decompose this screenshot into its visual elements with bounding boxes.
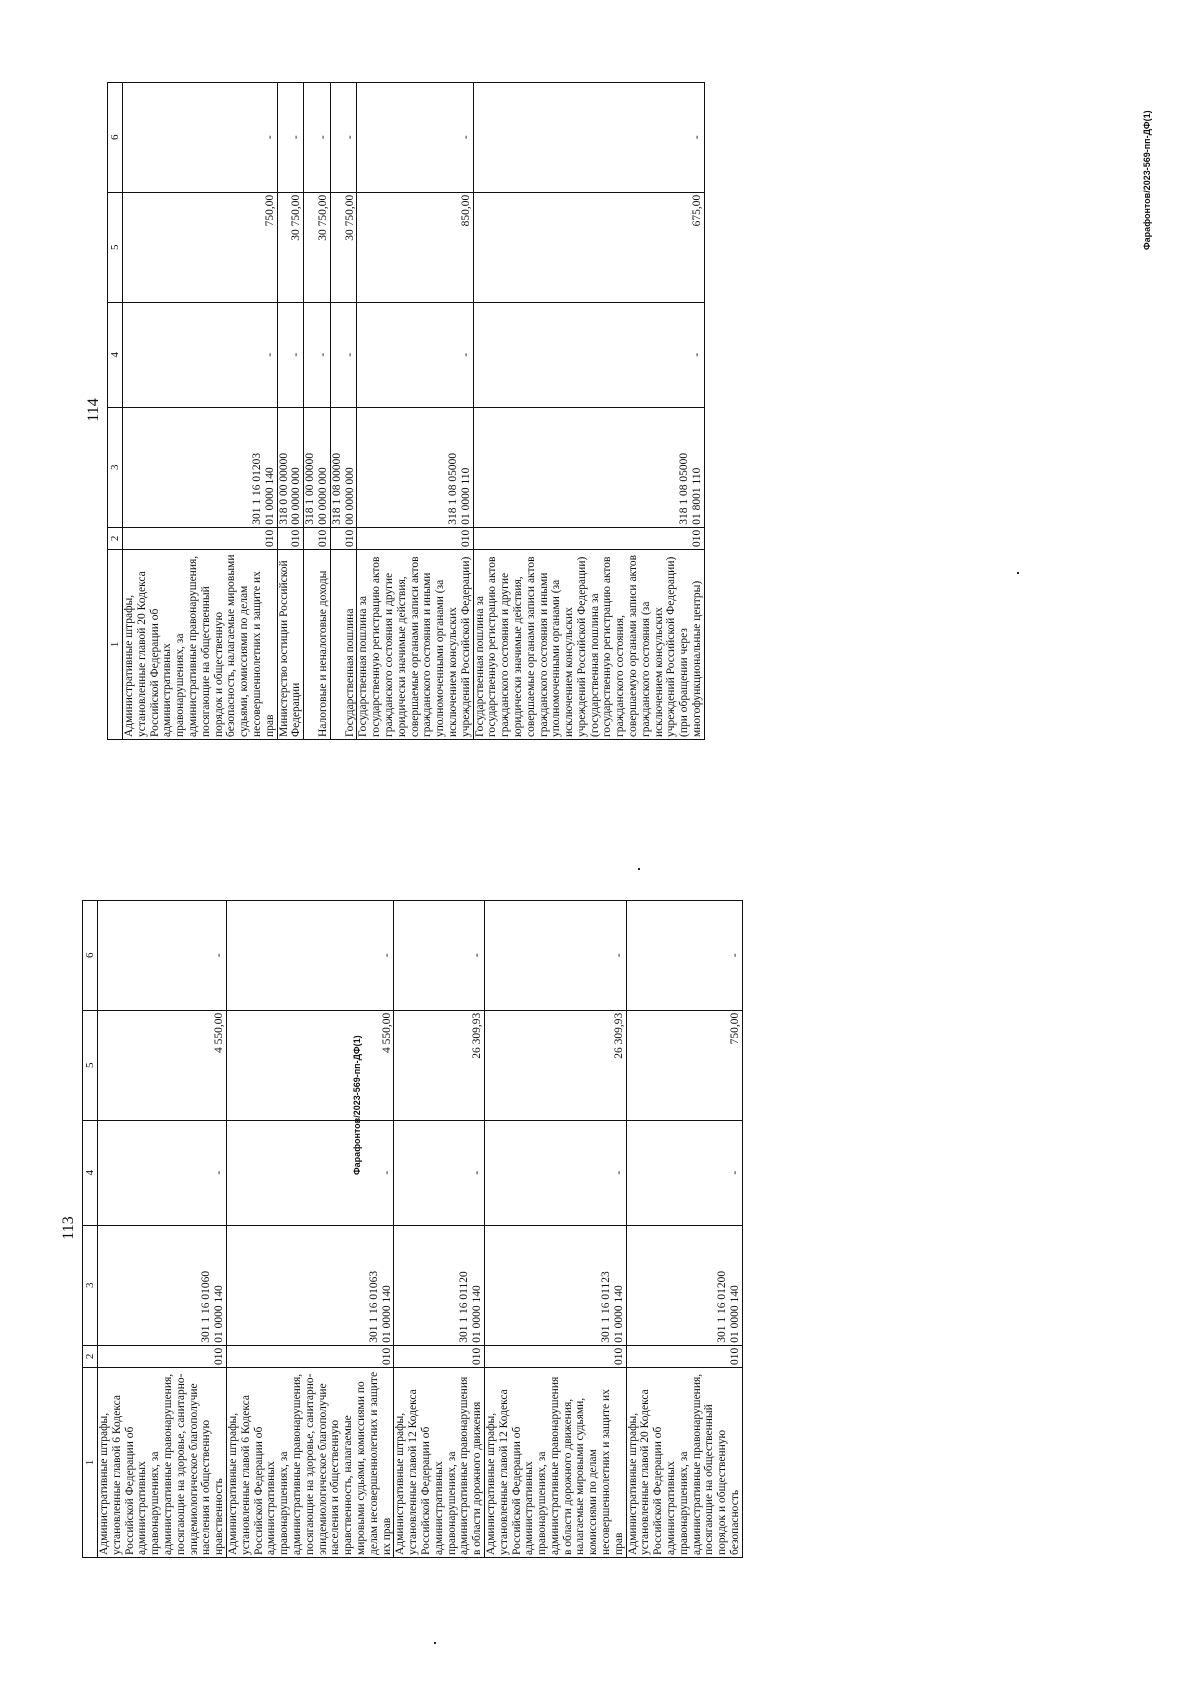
footer-filename-right: Фарафонтов/2023-569-пп-ДФ(1)	[1142, 110, 1152, 250]
col6-value: -	[626, 900, 742, 1010]
budget-code: 301 1 16 01200 01 0000 140	[626, 1225, 742, 1345]
table-row	[626, 900, 742, 1557]
col4-value: -	[304, 302, 331, 407]
amount-value: 750,00	[123, 192, 278, 302]
budget-code: 301 1 16 01063 01 0000 140	[226, 1225, 393, 1345]
column-header: 2	[108, 527, 123, 549]
budget-code: 318 1 08 00000 00 0000 000	[330, 407, 357, 527]
scan-speck	[1017, 572, 1019, 574]
scan-speck	[638, 868, 640, 870]
col4-value: -	[277, 302, 304, 407]
ministry-code: 010	[394, 1345, 485, 1367]
budget-code: 318 1 08 05000 01 0000 110	[357, 407, 473, 527]
table-row	[484, 900, 626, 1557]
row-name: Административные штрафы, установленные главой 20 Кодекса Российской Федерации об административных правонарушениях, за административные правонарушения, посягающие на общественный порядок и общественную безопасность	[626, 1368, 742, 1558]
table-row	[473, 82, 704, 739]
col4-value: -	[626, 1120, 742, 1225]
budget-code: 318 1 00 00000 00 0000 000	[304, 407, 331, 527]
ministry-code: 010	[357, 527, 473, 549]
col4-value: -	[123, 302, 278, 407]
page-number: 114	[85, 398, 102, 422]
row-name: Государственная пошлина	[330, 550, 357, 740]
ministry-code: 010	[123, 527, 278, 549]
table-header-row	[108, 82, 123, 739]
footer-filename-left: Фарафонтов/2023-569-пп-ДФ(1)	[352, 1035, 362, 1175]
budget-code: 301 1 16 01203 01 0000 140	[123, 407, 278, 527]
row-name: Государственная пошлина за государственную регистрацию актов гражданского состояния и другие юридически значимые действия, совершаемые органами записи актов гражданского состояния и иными уполномоченными органами (за исключением консульских учреждений Российской Федерации)	[357, 550, 473, 740]
col4-value: -	[473, 302, 704, 407]
column-header: 4	[83, 1120, 98, 1225]
col6-value: -	[226, 900, 393, 1010]
table-row	[277, 82, 304, 739]
revenue-table-right	[107, 82, 705, 740]
col6-value: -	[304, 82, 331, 192]
table-row	[98, 900, 227, 1557]
ministry-code: 010	[330, 527, 357, 549]
budget-code: 301 1 16 01120 01 0000 140	[394, 1225, 485, 1345]
table-row	[304, 82, 331, 739]
table-row	[357, 82, 473, 739]
row-name: Министерство юстиции Российской Федерации	[277, 550, 304, 740]
ministry-code: 010	[473, 527, 704, 549]
col4-value: -	[330, 302, 357, 407]
ministry-code: 010	[226, 1345, 393, 1367]
col6-value: -	[473, 82, 704, 192]
col6-value: -	[123, 82, 278, 192]
column-header: 6	[108, 82, 123, 192]
ministry-code: 010	[626, 1345, 742, 1367]
amount-value: 675,00	[473, 192, 704, 302]
page-number: 113	[60, 1216, 77, 1240]
row-name: Административные штрафы, установленные главой 20 Кодекса Российской Федерации об административных правонарушениях, за административные правонарушения, посягающие на общественный порядок и общественную безопасность, налагаемые мировыми судьями, комиссиями по делам несовершеннолетних и защите их прав	[123, 550, 278, 740]
table-row	[123, 82, 278, 739]
amount-value: 26 309,93	[484, 1010, 626, 1120]
budget-code: 301 1 16 01123 01 0000 140	[484, 1225, 626, 1345]
col4-value: -	[357, 302, 473, 407]
column-header: 1	[83, 1368, 98, 1558]
column-header: 3	[108, 407, 123, 527]
budget-code: 318 0 00 00000 00 0000 000	[277, 407, 304, 527]
column-header: 2	[83, 1345, 98, 1367]
budget-code: 318 1 08 05000 01 8001 110	[473, 407, 704, 527]
col6-value: -	[98, 900, 227, 1010]
budget-code: 301 1 16 01060 01 0000 140	[98, 1225, 227, 1345]
amount-value: 750,00	[626, 1010, 742, 1120]
amount-value: 26 309,93	[394, 1010, 485, 1120]
column-header: 5	[83, 1010, 98, 1120]
col6-value: -	[484, 900, 626, 1010]
table-row	[226, 900, 393, 1557]
row-name: Государственная пошлина за государственную регистрацию актов гражданского состояния и другие юридически значимые действия, совершаемые органами записи актов гражданского состояния и иными уполномоченными органами (за исключением консульских учреждений Российской Федерации) (государственная пошлина за государственную регистрацию актов гражданского состояния, совершаемую органами записи актов гражданского состояния (за исключением консульских учреждений Российской Федерации) (при обращении через многофункциональные центры)	[473, 550, 704, 740]
col6-value: -	[277, 82, 304, 192]
amount-value: 850,00	[357, 192, 473, 302]
amount-value: 4 550,00	[226, 1010, 393, 1120]
amount-value: 30 750,00	[304, 192, 331, 302]
column-header: 3	[83, 1225, 98, 1345]
column-header: 6	[83, 900, 98, 1010]
row-name: Административные штрафы, установленные главой 12 Кодекса Российской Федерации об административных правонарушениях, за административные правонарушения в области дорожного движения	[394, 1368, 485, 1558]
col6-value: -	[330, 82, 357, 192]
table-header-row	[83, 900, 98, 1557]
amount-value: 4 550,00	[98, 1010, 227, 1120]
ministry-code: 010	[304, 527, 331, 549]
column-header: 5	[108, 192, 123, 302]
table-row	[330, 82, 357, 739]
col4-value: -	[484, 1120, 626, 1225]
col4-value: -	[394, 1120, 485, 1225]
amount-value: 30 750,00	[277, 192, 304, 302]
row-name: Административные штрафы, установленные главой 6 Кодекса Российской Федерации об административных правонарушениях, за административные правонарушения, посягающие на здоровье, санитарно-эпидемиологическое благополучие населения и общественную нравственность, налагаемые мировыми судьями, комиссиями по делам несовершеннолетних и защите их прав	[226, 1368, 393, 1558]
revenue-table-left	[82, 900, 743, 1558]
scan-speck	[434, 1642, 436, 1644]
ministry-code: 010	[277, 527, 304, 549]
row-name: Административные штрафы, установленные главой 6 Кодекса Российской Федерации об административных правонарушениях, за административные правонарушения, посягающие на здоровье, санитарно-эпидемиологическое благополучие населения и общественную нравственность	[98, 1368, 227, 1558]
column-header: 1	[108, 550, 123, 740]
col4-value: -	[226, 1120, 393, 1225]
row-name: Налоговые и неналоговые доходы	[304, 550, 331, 740]
col6-value: -	[394, 900, 485, 1010]
ministry-code: 010	[484, 1345, 626, 1367]
col4-value: -	[98, 1120, 227, 1225]
row-name: Административные штрафы, установленные главой 12 Кодекса Российской Федерации об административных правонарушениях, за административные правонарушения в области дорожного движения, налагаемые мировыми судьями, комиссиями по делам несовершеннолетних и защите их прав	[484, 1368, 626, 1558]
ministry-code: 010	[98, 1345, 227, 1367]
col6-value: -	[357, 82, 473, 192]
table-row	[394, 900, 485, 1557]
amount-value: 30 750,00	[330, 192, 357, 302]
column-header: 4	[108, 302, 123, 407]
